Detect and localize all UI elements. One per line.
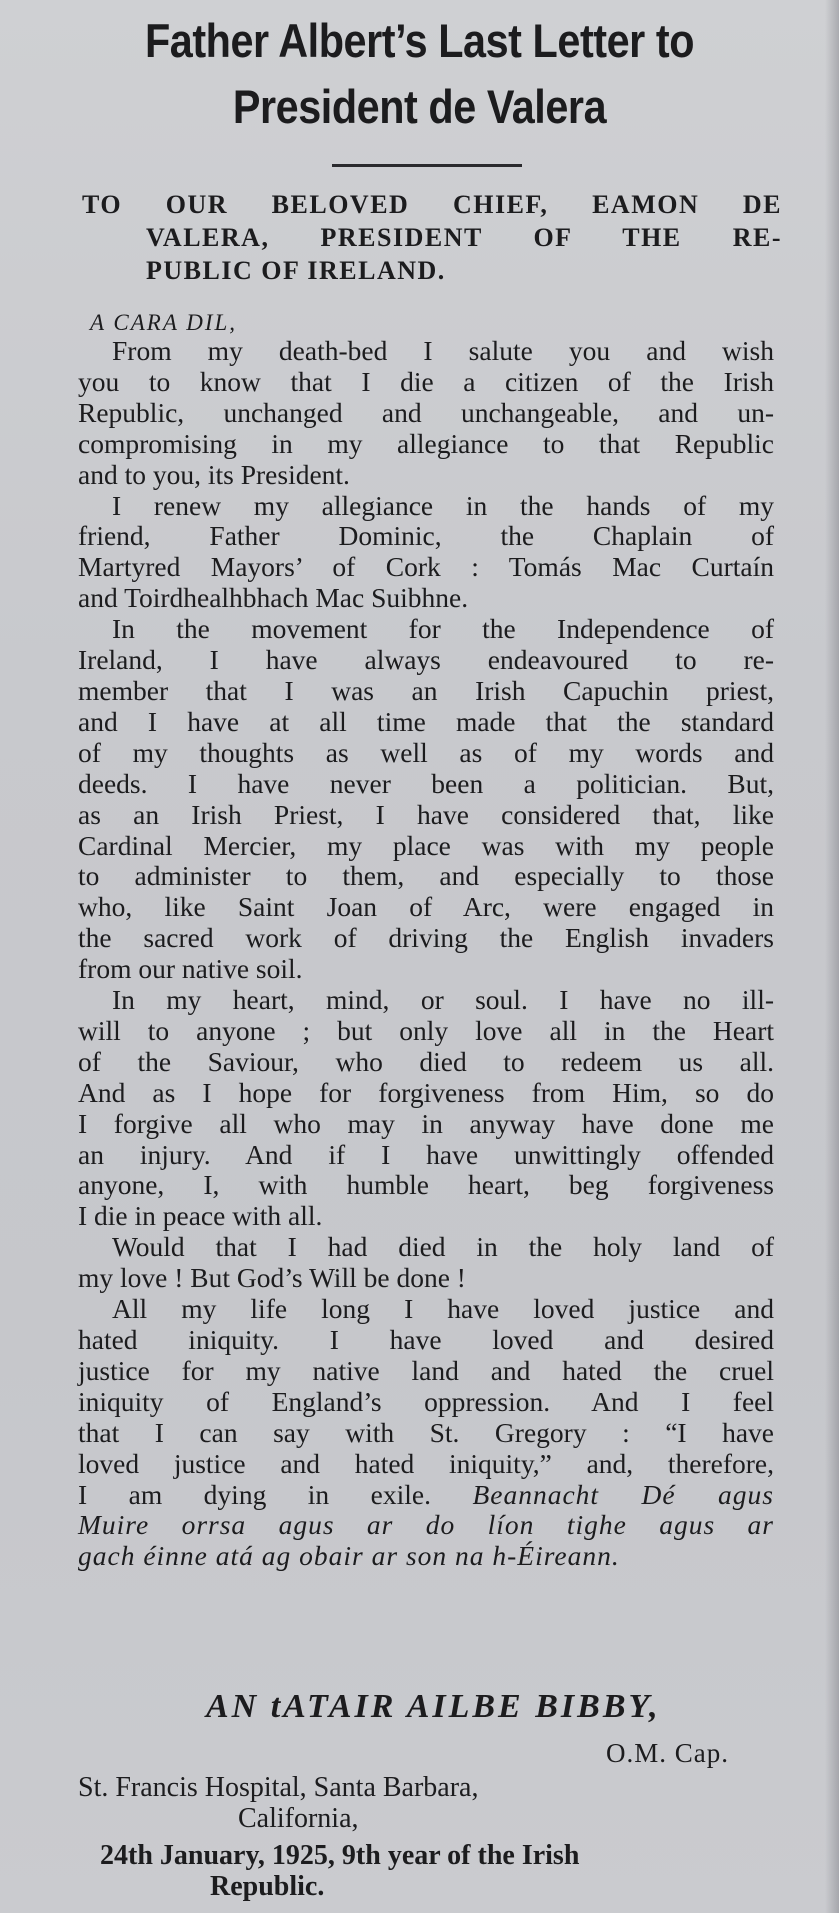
- letter-line: Cardinal Mercier, my place was with my people: [78, 829, 774, 861]
- letter-line: justice for my native land and hated the cruel: [78, 1354, 774, 1386]
- signature-name: AN tATAIR AILBE BIBBY,: [206, 1688, 661, 1725]
- letter-line: will to anyone ; but only love all in the Heart: [78, 1014, 774, 1046]
- letter-line: All my life long I have loved justice and: [112, 1293, 774, 1325]
- letter-paragraph: [78, 985, 774, 1232]
- letter-line: that I can say with St. Gregory : “I have: [78, 1416, 774, 1448]
- letter-line: loved justice and hated iniquity,” and, therefore,: [78, 1447, 774, 1479]
- place-line: [78, 1772, 718, 1834]
- letter-line: the sacred work of driving the English invaders: [78, 922, 774, 954]
- headline-line-1: Father Albert’s Last Letter to: [144, 14, 695, 67]
- letter-line: compromising in my allegiance to that Republic: [78, 427, 774, 459]
- place-line-1: St. Francis Hospital, Santa Barbara,: [78, 1772, 479, 1803]
- letter-line: I renew my allegiance in the hands of my: [112, 489, 774, 521]
- letter-line: and to you, its President.: [78, 458, 350, 490]
- letter-line: as an Irish Priest, I have considered that, like: [78, 798, 774, 830]
- gaelic-blessing-line: gach éinne atá ag obair ar son na h-Éireann.: [78, 1540, 620, 1572]
- letter-line: From my death-bed I salute you and wish: [112, 335, 774, 366]
- letter-line: an injury. And if I have unwittingly offended: [78, 1138, 774, 1170]
- letter-line: of the Saviour, who died to redeem us all.: [78, 1045, 774, 1077]
- letter-line: Republic, unchanged and unchangeable, and un-: [78, 396, 774, 428]
- letter-line: I die in peace with all.: [78, 1200, 323, 1232]
- letter-line: Ireland, I have always endeavoured to re-: [78, 644, 774, 676]
- letter-line: to administer to them, and especially to those: [78, 860, 774, 892]
- letter-line: In my heart, mind, or soul. I have no ill-: [112, 984, 774, 1016]
- date-line-2: Republic.: [210, 1871, 325, 1902]
- letter-line: [78, 1480, 774, 1511]
- letter-line: my love ! But God’s Will be done !: [78, 1262, 466, 1294]
- letter-line: In the movement for the Independence of: [112, 613, 774, 645]
- letter-address: [82, 188, 782, 287]
- letter-line: hated iniquity. I have loved and desired: [78, 1324, 774, 1355]
- date-line-1: 24th January, 1925, 9th year of the Irish: [100, 1840, 580, 1871]
- letter-paragraph: [78, 336, 774, 491]
- letter-line: deeds. I have never been a politician. But,: [78, 767, 774, 799]
- paper-edge-shadow: [825, 0, 839, 1913]
- address-line-1: TO OUR BELOVED CHIEF, EAMON DE: [82, 190, 782, 219]
- headline-line-2: President de Valera: [232, 80, 607, 133]
- letter-line: friend, Father Dominic, the Chaplain of: [78, 520, 774, 552]
- signature-order: O.M. Cap.: [606, 1738, 729, 1768]
- letter-line: member that I was an Irish Capuchin priest,: [78, 674, 774, 706]
- letter-paragraph: [78, 491, 774, 615]
- dateline: [100, 1840, 780, 1902]
- salutation: A CARA DIL,: [90, 310, 238, 335]
- address-line-3: PUBLIC OF IRELAND.: [146, 256, 446, 285]
- letter-line: Martyred Mayors’ of Cork : Tomás Mac Curtaín: [78, 551, 774, 583]
- letter-line: Would that I had died in the holy land of: [112, 1231, 774, 1263]
- letter-body: [78, 336, 774, 1572]
- divider-rule: [332, 164, 522, 167]
- letter-paragraph: [78, 614, 774, 985]
- letter-line: iniquity of England’s oppression. And I feel: [78, 1385, 774, 1417]
- gaelic-blessing-line: Muire orrsa agus ar do líon tighe agus ar: [78, 1509, 774, 1541]
- letter-line: of my thoughts as well as of my words and: [78, 736, 774, 768]
- gaelic-blessing-start: Beannacht Dé agus: [472, 1478, 774, 1510]
- letter-paragraph: [78, 1294, 774, 1572]
- letter-line: and Toirdhealhbhach Mac Suibhne.: [78, 582, 469, 614]
- headline: [50, 8, 788, 140]
- letter-line: and I have at all time made that the standard: [78, 705, 774, 737]
- letter-line: you to know that I die a citizen of the Irish: [78, 365, 774, 397]
- letter-line: who, like Saint Joan of Arc, were engaged in: [78, 891, 774, 923]
- place-line-2: California,: [238, 1803, 359, 1834]
- letter-line: from our native soil.: [78, 953, 303, 985]
- letter-line: anyone, I, with humble heart, beg forgiveness: [78, 1169, 774, 1201]
- letter-paragraph: [78, 1232, 774, 1294]
- letter-line-text: I am dying in exile.: [78, 1478, 431, 1510]
- letter-line: I forgive all who may in anyway have done me: [78, 1107, 774, 1139]
- letter-line: And as I hope for forgiveness from Him, so do: [78, 1076, 774, 1108]
- address-line-2: VALERA, PRESIDENT OF THE RE-: [146, 223, 782, 252]
